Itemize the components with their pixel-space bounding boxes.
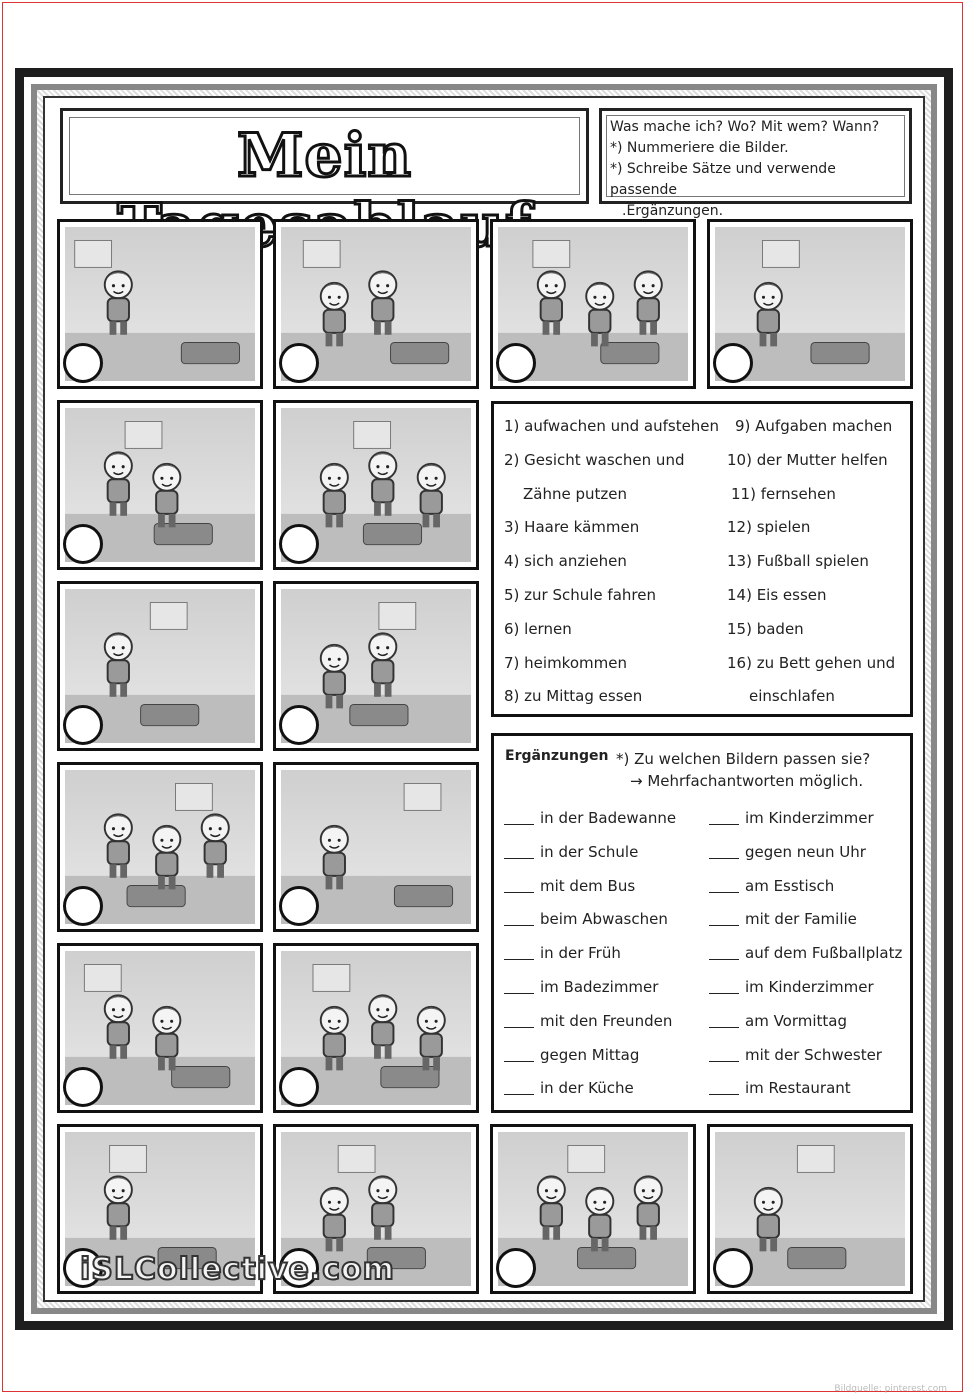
picture-frame xyxy=(57,762,263,932)
ergaenzung-item: mit dem Bus xyxy=(504,874,676,908)
number-circle[interactable] xyxy=(279,705,319,745)
answer-blank[interactable] xyxy=(709,1027,739,1028)
activity-item: 1) aufwachen und aufstehen xyxy=(504,417,720,435)
activity-item: 16) zu Bett gehen und xyxy=(727,653,896,672)
picture-frame xyxy=(707,1124,913,1294)
number-circle[interactable] xyxy=(496,343,536,383)
picture-frame xyxy=(707,219,913,389)
ergaenzungen-box xyxy=(491,733,913,1113)
number-circle[interactable] xyxy=(279,524,319,564)
activity-item: 4) sich anziehen xyxy=(504,552,627,571)
picture-frame xyxy=(490,219,696,389)
ergaenzung-item: im Restaurant xyxy=(709,1076,902,1110)
activity-item: 6) lernen xyxy=(504,619,572,638)
picture-frame xyxy=(273,762,479,932)
activity-item: 7) heimkommen xyxy=(504,653,627,672)
number-circle[interactable] xyxy=(713,343,753,383)
ergaenzung-item: in der Badewanne xyxy=(504,806,676,840)
number-circle[interactable] xyxy=(63,524,103,564)
activity-item: 14) Eis essen xyxy=(727,585,827,604)
answer-blank[interactable] xyxy=(709,858,739,859)
answer-blank[interactable] xyxy=(504,824,534,825)
picture-frame xyxy=(490,1124,696,1294)
activity-item: 13) Fußball spielen xyxy=(727,552,869,571)
activity-item: einschlafen xyxy=(749,687,835,706)
ergaenzung-item: auf dem Fußballplatz xyxy=(709,941,902,975)
activity-item: 3) Haare kämmen xyxy=(504,518,640,537)
instruction-line: .Ergänzungen. xyxy=(622,203,724,219)
answer-blank[interactable] xyxy=(504,1027,534,1028)
ergaenzung-item: im Badezimmer xyxy=(504,975,676,1009)
picture-frame xyxy=(57,943,263,1113)
number-circle[interactable] xyxy=(63,343,103,383)
activity-item: 8) zu Mittag essen xyxy=(504,687,643,706)
number-circle[interactable] xyxy=(279,343,319,383)
ergaenzung-item: mit der Familie xyxy=(709,907,902,941)
footer-credit: Bildquelle: pinterest.com xyxy=(834,1384,947,1394)
ergaenzung-item: in der Früh xyxy=(504,941,676,975)
activity-item: 5) zur Schule fahren xyxy=(504,585,656,604)
ergaenzung-item: am Vormittag xyxy=(709,1009,902,1043)
activity-item: 10) der Mutter helfen xyxy=(727,450,888,469)
answer-blank[interactable] xyxy=(504,1061,534,1062)
number-circle[interactable] xyxy=(496,1248,536,1288)
number-circle[interactable] xyxy=(279,1067,319,1107)
answer-blank[interactable] xyxy=(709,1061,739,1062)
ergaenzung-item: mit der Schwester xyxy=(709,1043,902,1077)
number-circle[interactable] xyxy=(63,886,103,926)
answer-blank[interactable] xyxy=(709,993,739,994)
ergaenzung-item: am Esstisch xyxy=(709,874,902,908)
activity-list xyxy=(491,401,913,717)
instruction-line: Was mache ich? Wo? Mit wem? Wann? xyxy=(610,119,880,135)
activity-item: 12) spielen xyxy=(727,518,811,537)
answer-blank[interactable] xyxy=(504,959,534,960)
watermark: iSLCollective.com xyxy=(80,1252,395,1287)
answer-blank[interactable] xyxy=(709,892,739,893)
ergaenzung-item: gegen neun Uhr xyxy=(709,840,902,874)
answer-blank[interactable] xyxy=(504,925,534,926)
picture-frame xyxy=(273,400,479,570)
answer-blank[interactable] xyxy=(504,1094,534,1095)
number-circle[interactable] xyxy=(279,886,319,926)
activity-item: 9) Aufgaben machen xyxy=(735,417,893,435)
answer-blank[interactable] xyxy=(504,858,534,859)
instruction-line: *) Schreibe Sätze und verwende passende xyxy=(610,161,836,198)
picture-frame xyxy=(273,943,479,1113)
page-title: Mein xyxy=(236,121,412,191)
ergaenzung-item: gegen Mittag xyxy=(504,1043,676,1077)
answer-blank[interactable] xyxy=(504,993,534,994)
ergaenzung-item: beim Abwaschen xyxy=(504,907,676,941)
picture-frame xyxy=(273,219,479,389)
ergaenzungen-heading: Ergänzungen xyxy=(505,748,609,764)
title-box xyxy=(60,108,589,204)
number-circle[interactable] xyxy=(713,1248,753,1288)
picture-frame xyxy=(57,400,263,570)
ergaenzung-item: in der Schule xyxy=(504,840,676,874)
answer-blank[interactable] xyxy=(709,824,739,825)
number-circle[interactable] xyxy=(63,1067,103,1107)
answer-blank[interactable] xyxy=(709,1094,739,1095)
ergaenzung-item: mit den Freunden xyxy=(504,1009,676,1043)
activity-item: 11) fernsehen xyxy=(731,484,836,503)
ergaenzung-item: im Kinderzimmer xyxy=(709,975,902,1009)
instructions-box xyxy=(599,108,912,219)
ergaenzung-item: in der Küche xyxy=(504,1076,676,1110)
ergaenzungen-note: *) Zu welchen Bildern passen sie? → Mehrfachantworten möglich. xyxy=(616,750,871,790)
activity-item: Zähne putzen xyxy=(523,484,627,503)
ergaenzung-item: im Kinderzimmer xyxy=(709,806,902,840)
instruction-line: *) Nummeriere die Bilder. xyxy=(610,140,789,156)
picture-frame xyxy=(273,581,479,751)
number-circle[interactable] xyxy=(63,705,103,745)
picture-frame xyxy=(57,581,263,751)
answer-blank[interactable] xyxy=(709,925,739,926)
activity-item: 2) Gesicht waschen und xyxy=(504,450,685,469)
answer-blank[interactable] xyxy=(709,959,739,960)
activity-item: 15) baden xyxy=(727,619,804,638)
answer-blank[interactable] xyxy=(504,892,534,893)
picture-frame xyxy=(57,219,263,389)
